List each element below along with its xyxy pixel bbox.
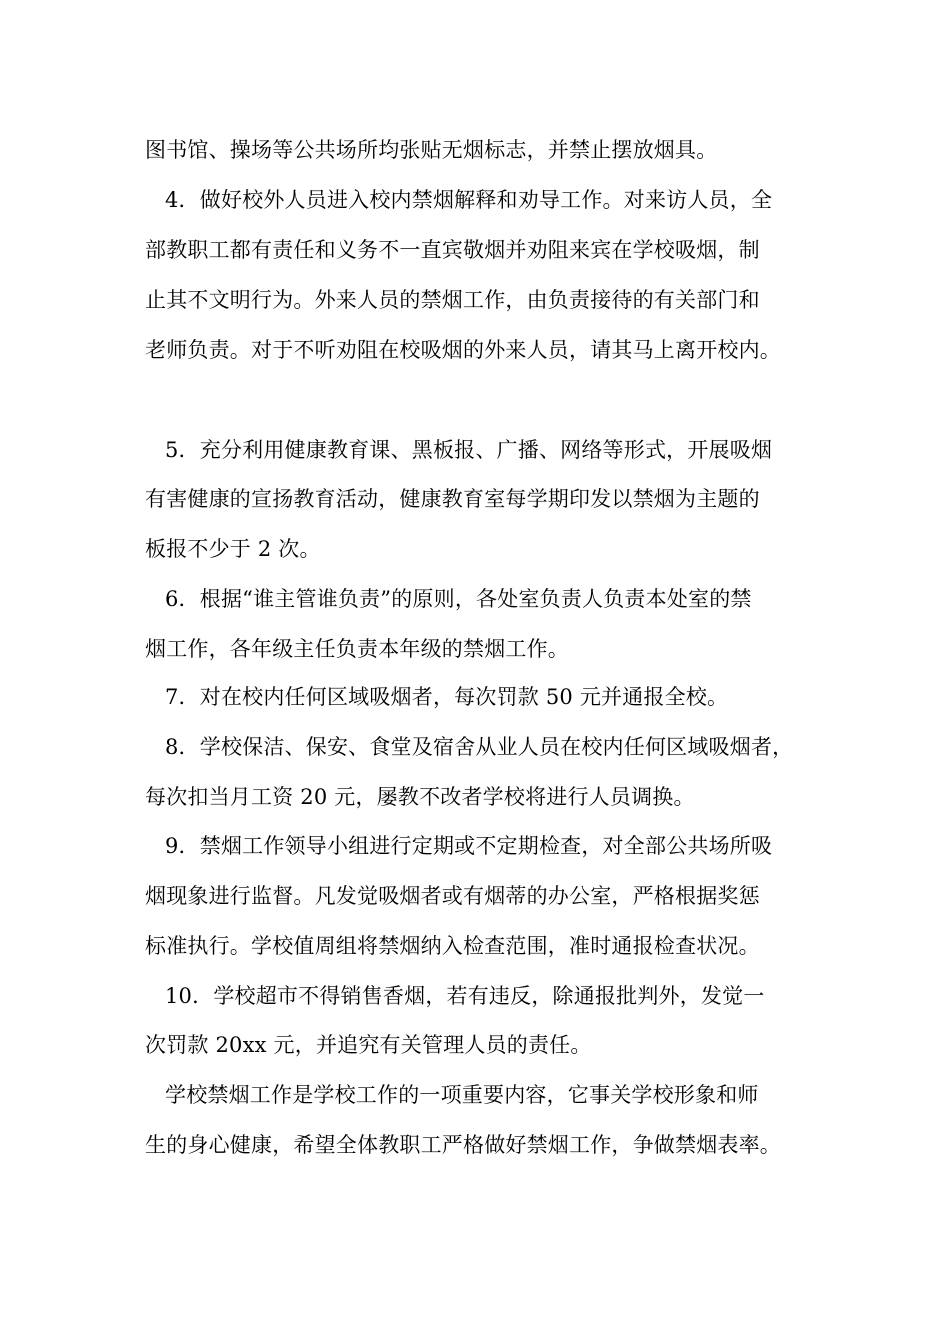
- text-line: 9．禁烟工作领导小组进行定期或不定期检查，对全部公共场所吸: [165, 834, 773, 858]
- text-line: 8．学校保洁、保安、食堂及宿舍从业人员在校内任何区域吸烟者，: [165, 735, 794, 759]
- text-line: 6．根据“谁主管谁负责”的原则，各处室负责人负责本处室的禁: [165, 587, 752, 611]
- text-line: 5．充分利用健康教育课、黑板报、广播、网络等形式，开展吸烟: [165, 438, 773, 462]
- text-line: 学校禁烟工作是学校工作的一项重要内容，它事关学校形象和师: [165, 1083, 759, 1107]
- text-line: 部教职工都有责任和义务不一直宾敬烟并劝阻来宾在学校吸烟，制: [145, 238, 760, 262]
- text-line: 次罚款 20xx 元，并追究有关管理人员的责任。: [145, 1033, 592, 1057]
- text-line: 每次扣当月工资 20 元，屡教不改者学校将进行人员调换。: [145, 785, 695, 809]
- text-line: 4．做好校外人员进入校内禁烟解释和劝导工作。对来访人员，全: [165, 188, 773, 212]
- text-line: 7．对在校内任何区域吸烟者，每次罚款 50 元并通报全校。: [165, 685, 729, 709]
- text-line: 板报不少于 2 次。: [145, 537, 321, 561]
- text-line: 老师负责。对于不听劝阻在校吸烟的外来人员，请其马上离开校内。: [145, 338, 781, 362]
- text-line: 10．学校超市不得销售香烟，若有违反，除通报批判外，发觉一: [165, 984, 765, 1008]
- text-line: 烟工作，各年级主任负责本年级的禁烟工作。: [145, 637, 569, 661]
- text-line: 烟现象进行监督。凡发觉吸烟者或有烟蒂的办公室，严格根据奖惩: [145, 884, 760, 908]
- text-line: 生的身心健康，希望全体教职工严格做好禁烟工作，争做禁烟表率。: [145, 1133, 781, 1157]
- text-line: 有害健康的宣扬教育活动，健康教育室每学期印发以禁烟为主题的: [145, 487, 760, 511]
- text-line: 图书馆、操场等公共场所均张贴无烟标志，并禁止摆放烟具。: [145, 138, 718, 162]
- text-line: 止其不文明行为。外来人员的禁烟工作，由负责接待的有关部门和: [145, 288, 760, 312]
- text-line: 标准执行。学校值周组将禁烟纳入检查范围，准时通报检查状况。: [145, 934, 760, 958]
